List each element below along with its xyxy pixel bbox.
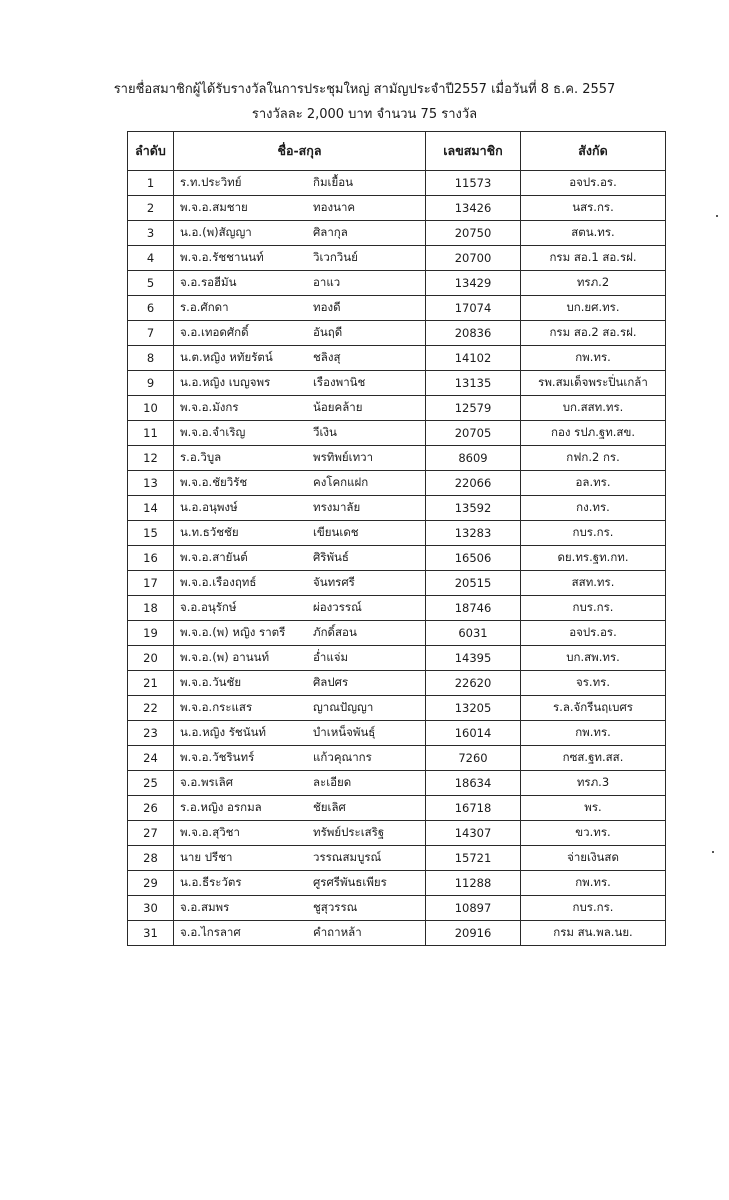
last-name: คงโคกแฝก <box>313 475 369 489</box>
first-name: พ.จ.อ.สายันต์ <box>180 550 248 564</box>
row-number: 31 <box>128 921 174 946</box>
row-number: 23 <box>128 721 174 746</box>
member-number: 22620 <box>426 671 521 696</box>
last-name: ศิลปศร <box>313 675 349 689</box>
row-name <box>174 171 426 196</box>
member-number: 20700 <box>426 246 521 271</box>
row-name <box>174 796 426 821</box>
last-name: ทองนาค <box>313 200 356 214</box>
last-name: อ่ำแจ่ม <box>313 650 349 664</box>
last-name: วรรณสมบูรณ์ <box>313 850 382 864</box>
row-number: 1 <box>128 171 174 196</box>
first-name: น.อ.หญิง รัชนันท์ <box>180 725 267 739</box>
row-number: 2 <box>128 196 174 221</box>
row-name <box>174 521 426 546</box>
row-number: 30 <box>128 896 174 921</box>
last-name: พรทิพย์เทวา <box>313 450 374 464</box>
table-row <box>128 396 666 421</box>
row-name <box>174 721 426 746</box>
member-number: 10897 <box>426 896 521 921</box>
member-number: 11288 <box>426 871 521 896</box>
table-row <box>128 271 666 296</box>
affiliation: อจปร.อร. <box>521 621 666 646</box>
row-name <box>174 921 426 946</box>
first-name: พ.จ.อ.(พ) หญิง ราตรี <box>180 625 286 639</box>
row-number: 29 <box>128 871 174 896</box>
last-name: ชลิงสุ <box>313 350 341 364</box>
row-name <box>174 371 426 396</box>
row-number: 5 <box>128 271 174 296</box>
table-row <box>128 446 666 471</box>
last-name: ทองดี <box>313 300 341 314</box>
row-number: 24 <box>128 746 174 771</box>
affiliation: อล.ทร. <box>521 471 666 496</box>
row-number: 4 <box>128 246 174 271</box>
first-name: พ.จ.อ.วันชัย <box>180 675 242 689</box>
affiliation: กรม สน.พล.นย. <box>521 921 666 946</box>
affiliation: กอง รปภ.ฐท.สข. <box>521 421 666 446</box>
affiliation: กบร.กร. <box>521 521 666 546</box>
row-name <box>174 496 426 521</box>
row-number: 3 <box>128 221 174 246</box>
row-number: 21 <box>128 671 174 696</box>
row-name <box>174 571 426 596</box>
row-number: 19 <box>128 621 174 646</box>
first-name: พ.จ.อ.สุวิชา <box>180 825 240 839</box>
table-row <box>128 721 666 746</box>
member-number: 12579 <box>426 396 521 421</box>
affiliation: ดย.ทร.ฐท.กท. <box>521 546 666 571</box>
table-row <box>128 471 666 496</box>
table-row <box>128 171 666 196</box>
row-number: 20 <box>128 646 174 671</box>
scan-speck <box>712 851 714 853</box>
member-number: 20515 <box>426 571 521 596</box>
row-number: 14 <box>128 496 174 521</box>
affiliation: กซส.ฐท.สส. <box>521 746 666 771</box>
first-name: จ.อ.อนุรักษ์ <box>180 600 237 614</box>
first-name: ร.อ.หญิง อรกมล <box>180 800 262 814</box>
table-row <box>128 871 666 896</box>
row-number: 16 <box>128 546 174 571</box>
row-name <box>174 221 426 246</box>
table-row <box>128 546 666 571</box>
table-row <box>128 646 666 671</box>
last-name: อันฤดี <box>313 325 343 339</box>
table-row <box>128 846 666 871</box>
affiliation: นสร.กร. <box>521 196 666 221</box>
header-no: ลำดับ <box>128 132 174 171</box>
row-number: 10 <box>128 396 174 421</box>
table-row <box>128 371 666 396</box>
row-name <box>174 871 426 896</box>
row-name <box>174 696 426 721</box>
last-name: ศิลากุล <box>313 225 348 239</box>
first-name: น.อ.หญิง เบญจพร <box>180 375 271 389</box>
first-name: ร.อ.ศักดา <box>180 300 229 314</box>
row-number: 15 <box>128 521 174 546</box>
table-row <box>128 496 666 521</box>
last-name: กิมเยื้อน <box>313 175 353 189</box>
affiliation: จร.ทร. <box>521 671 666 696</box>
first-name: พ.จ.อ.รัชชานนท์ <box>180 250 264 264</box>
affiliation: กฟก.2 กร. <box>521 446 666 471</box>
first-name: จ.อ.ไกรลาศ <box>180 925 241 939</box>
row-number: 26 <box>128 796 174 821</box>
member-number: 18746 <box>426 596 521 621</box>
member-number: 16718 <box>426 796 521 821</box>
table-row <box>128 771 666 796</box>
last-name: ชูสุวรรณ <box>313 900 358 914</box>
member-number: 13429 <box>426 271 521 296</box>
first-name: น.อ.อนุพงษ์ <box>180 500 238 514</box>
members-table <box>127 131 666 946</box>
scan-speck <box>716 215 718 217</box>
member-number: 13426 <box>426 196 521 221</box>
row-name <box>174 446 426 471</box>
row-name <box>174 746 426 771</box>
first-name: พ.จ.อ.มังกร <box>180 400 239 414</box>
row-name <box>174 621 426 646</box>
table-row <box>128 671 666 696</box>
member-number: 11573 <box>426 171 521 196</box>
last-name: ศิริพันธ์ <box>313 550 349 564</box>
last-name: จันทรศรี <box>313 575 355 589</box>
member-number: 7260 <box>426 746 521 771</box>
row-name <box>174 846 426 871</box>
member-number: 8609 <box>426 446 521 471</box>
table-row <box>128 796 666 821</box>
first-name: จ.อ.พรเลิศ <box>180 775 233 789</box>
member-number: 18634 <box>426 771 521 796</box>
first-name: จ.อ.รอฮีมัน <box>180 275 237 289</box>
first-name: พ.จ.อ.วัชรินทร์ <box>180 750 255 764</box>
first-name: พ.จ.อ.กระแสร <box>180 700 253 714</box>
last-name: เรืองพานิช <box>313 375 366 389</box>
row-name <box>174 296 426 321</box>
affiliation: กพ.ทร. <box>521 346 666 371</box>
row-number: 11 <box>128 421 174 446</box>
affiliation: ร.ล.จักรีนฤเบศร <box>521 696 666 721</box>
last-name: แก้วคุณากร <box>313 750 372 764</box>
table-row <box>128 221 666 246</box>
first-name: น.อ.(พ)สัญญา <box>180 225 252 239</box>
affiliation: รพ.สมเด็จพระปิ่นเกล้า <box>521 371 666 396</box>
row-name <box>174 546 426 571</box>
first-name: พ.จ.อ.จำเริญ <box>180 425 246 439</box>
last-name: ญาณปัญญา <box>313 700 374 714</box>
affiliation: ทรภ.3 <box>521 771 666 796</box>
first-name: น.ต.หญิง หทัยรัตน์ <box>180 350 273 364</box>
row-name <box>174 596 426 621</box>
table-row <box>128 196 666 221</box>
affiliation: บก.สพ.ทร. <box>521 646 666 671</box>
member-number: 13283 <box>426 521 521 546</box>
first-name: ร.อ.วิบูล <box>180 450 222 464</box>
affiliation: ขว.ทร. <box>521 821 666 846</box>
table-row <box>128 421 666 446</box>
row-name <box>174 421 426 446</box>
table-row <box>128 746 666 771</box>
table-row <box>128 696 666 721</box>
member-number: 13592 <box>426 496 521 521</box>
table-body <box>128 171 666 946</box>
table-row <box>128 921 666 946</box>
last-name: บำเหน็จพันธุ์ <box>313 725 376 739</box>
last-name: คำถาหล้า <box>313 925 362 939</box>
row-number: 27 <box>128 821 174 846</box>
table-header-row <box>128 132 666 171</box>
member-number: 15721 <box>426 846 521 871</box>
row-number: 9 <box>128 371 174 396</box>
member-number: 16014 <box>426 721 521 746</box>
affiliation: กพ.ทร. <box>521 721 666 746</box>
last-name: ทรัพย์ประเสริฐ <box>313 825 385 839</box>
row-number: 7 <box>128 321 174 346</box>
row-name <box>174 196 426 221</box>
affiliation: กรม สอ.1 สอ.รฝ. <box>521 246 666 271</box>
member-number: 13135 <box>426 371 521 396</box>
last-name: อาแว <box>313 275 341 289</box>
header-name: ชื่อ-สกุล <box>174 132 426 171</box>
affiliation: สตน.ทร. <box>521 221 666 246</box>
affiliation: กบร.กร. <box>521 596 666 621</box>
first-name: นาย ปรีชา <box>180 850 233 864</box>
row-number: 6 <box>128 296 174 321</box>
member-number: 20836 <box>426 321 521 346</box>
row-name <box>174 246 426 271</box>
first-name: ร.ท.ประวิทย์ <box>180 175 242 189</box>
row-number: 8 <box>128 346 174 371</box>
member-number: 16506 <box>426 546 521 571</box>
table-row <box>128 346 666 371</box>
row-name <box>174 771 426 796</box>
first-name: จ.อ.สมพร <box>180 900 230 914</box>
first-name: พ.จ.อ.ชัยวิรัช <box>180 475 248 489</box>
row-name <box>174 471 426 496</box>
first-name: พ.จ.อ.(พ) อานนท์ <box>180 650 270 664</box>
row-number: 18 <box>128 596 174 621</box>
affiliation: อจปร.อร. <box>521 171 666 196</box>
first-name: จ.อ.เทอดศักดิ์ <box>180 325 249 339</box>
member-number: 14102 <box>426 346 521 371</box>
first-name: น.ท.ธวัชชัย <box>180 525 239 539</box>
last-name: เขียนเดช <box>313 525 359 539</box>
last-name: ภักดิ์สอน <box>313 625 357 639</box>
row-name <box>174 271 426 296</box>
row-name <box>174 646 426 671</box>
last-name: น้อยคล้าย <box>313 400 363 414</box>
table-row <box>128 596 666 621</box>
member-number: 22066 <box>426 471 521 496</box>
affiliation: กบร.กร. <box>521 896 666 921</box>
last-name: ชัยเลิศ <box>313 800 346 814</box>
last-name: ผ่องวรรณ์ <box>313 600 362 614</box>
table-row <box>128 521 666 546</box>
affiliation: บก.สสท.ทร. <box>521 396 666 421</box>
row-number: 17 <box>128 571 174 596</box>
row-name <box>174 321 426 346</box>
affiliation: จ่ายเงินสด <box>521 846 666 871</box>
row-name <box>174 671 426 696</box>
member-number: 20916 <box>426 921 521 946</box>
header-affiliation: สังกัด <box>521 132 666 171</box>
document-subtitle: รางวัลละ 2,000 บาท จำนวน 75 รางวัล <box>251 107 478 122</box>
row-name <box>174 896 426 921</box>
table-row <box>128 571 666 596</box>
page-margin <box>0 982 729 1200</box>
first-name: น.อ.ธีระวัตร <box>180 875 242 889</box>
table-row <box>128 621 666 646</box>
affiliation: กพ.ทร. <box>521 871 666 896</box>
row-name <box>174 396 426 421</box>
row-number: 12 <box>128 446 174 471</box>
affiliation: กรม สอ.2 สอ.รฝ. <box>521 321 666 346</box>
affiliation: พร. <box>521 796 666 821</box>
table-row <box>128 321 666 346</box>
affiliation: บก.ยศ.ทร. <box>521 296 666 321</box>
last-name: วิเวกวินย์ <box>313 250 358 264</box>
member-number: 17074 <box>426 296 521 321</box>
affiliation: สสท.ทร. <box>521 571 666 596</box>
row-number: 28 <box>128 846 174 871</box>
affiliation: กง.ทร. <box>521 496 666 521</box>
table-row <box>128 246 666 271</box>
member-number: 13205 <box>426 696 521 721</box>
row-number: 25 <box>128 771 174 796</box>
document-title: รายชื่อสมาชิกผู้ได้รับรางวัลในการประชุมใหญ่ สามัญประจำปี2557 เมื่อวันที่ 8 ธ.ค. 2557 <box>113 82 616 97</box>
last-name: ทรงมาลัย <box>313 500 361 514</box>
header-member-no: เลขสมาชิก <box>426 132 521 171</box>
table-row <box>128 896 666 921</box>
first-name: พ.จ.อ.เรืองฤทธ์ <box>180 575 257 589</box>
member-number: 20750 <box>426 221 521 246</box>
last-name: ศูรศรีพันธเพียร <box>313 875 387 889</box>
last-name: ละเอียด <box>313 775 352 789</box>
member-number: 14395 <box>426 646 521 671</box>
table-row <box>128 821 666 846</box>
row-number: 22 <box>128 696 174 721</box>
table-row <box>128 296 666 321</box>
row-number: 13 <box>128 471 174 496</box>
affiliation: ทรภ.2 <box>521 271 666 296</box>
row-name <box>174 346 426 371</box>
row-name <box>174 821 426 846</box>
first-name: พ.จ.อ.สมชาย <box>180 200 248 214</box>
member-number: 6031 <box>426 621 521 646</box>
last-name: วีเงิน <box>313 425 337 439</box>
member-number: 20705 <box>426 421 521 446</box>
member-number: 14307 <box>426 821 521 846</box>
